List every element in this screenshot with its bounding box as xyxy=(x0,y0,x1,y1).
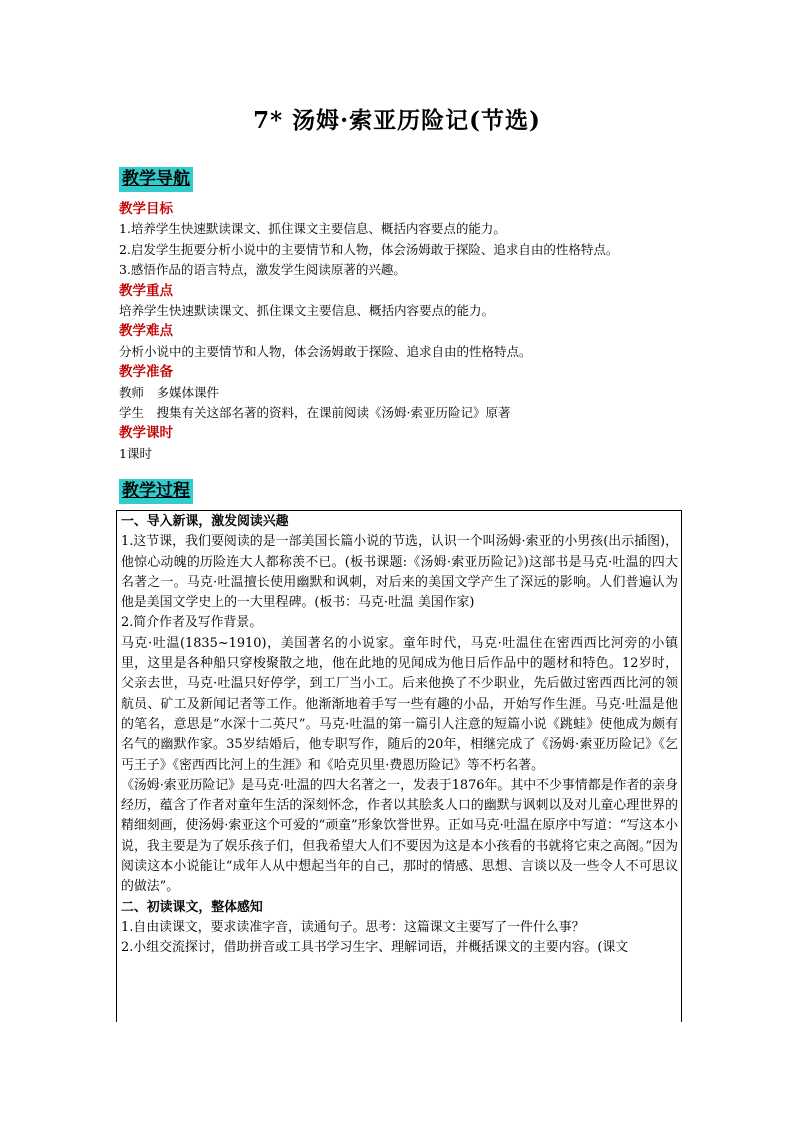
preparation-heading: 教学准备 xyxy=(119,364,173,381)
key-points-heading: 教学重点 xyxy=(119,282,173,299)
class-hours-heading: 教学课时 xyxy=(119,425,173,442)
paragraph: 2.小组交流探讨，借助拼音或工具书学习生字、理解词语，并概括课文的主要内容。(课文 xyxy=(121,940,629,956)
teaching-process-content xyxy=(117,511,681,959)
teaching-process-table xyxy=(116,510,682,1022)
section-label-teaching-process: 教学过程 xyxy=(119,479,193,504)
difficulties-heading: 教学难点 xyxy=(119,323,173,340)
goal-item: 1.培养学生快速默读课文、抓住课文主要信息、概括内容要点的能力。 xyxy=(119,221,506,237)
section-label-teaching-guide: 教学导航 xyxy=(119,167,193,192)
goal-item: 2.启发学生扼要分析小说中的主要情节和人物，体会汤姆敢于探险、追求自由的性格特点。 xyxy=(119,241,619,257)
part-one-heading: 一、导入新课，激发阅读兴趣 xyxy=(121,514,289,529)
key-points-text: 培养学生快速默读课文、抓住课文主要信息、概括内容要点的能力。 xyxy=(119,303,495,319)
paragraph: 1.这节课，我们要阅读的是一部美国长篇小说的节选，认识一个叫汤姆·索亚的小男孩(出示插图)，他惊心动魄的历险连大人都称羡不已。(板书课题:《汤姆·索亚历险记》)这部书是马克·吐温的四大名著之一。马克·吐温擅长使用幽默和讽刺，对后来的美国文学产生了深远的影响。人们普遍认为他是美国文学史上的一大里程碑。(板书：马克·吐温 美国作家) xyxy=(121,534,678,611)
paragraph: 《汤姆·索亚历险记》是马克·吐温的四大名著之一，发表于1876年。其中不少事情都是作者的亲身经历，蕴含了作者对童年生活的深刻怀念，作者以其脍炙人口的幽默与讽刺以及对儿童心理世界的精细刻画，使汤姆·索亚这个可爱的“顽童”形象饮誉世界。正如马克·吐温在原序中写道：“写这本小说，我主要是为了娱乐孩子们，但我希望大人们不要因为这是本小孩看的书就将它束之高阁。”因为阅读这本小说能让“成年人从中想起当年的自己，那时的情感、思想、言谈以及一些令人不可思议的做法”。 xyxy=(121,777,678,895)
teaching-guide xyxy=(119,199,679,464)
difficulties-text: 分析小说中的主要情节和人物，体会汤姆敢于探险、追求自由的性格特点。 xyxy=(119,343,532,359)
goal-item: 3.感悟作品的语言特点，激发学生阅读原著的兴趣。 xyxy=(119,262,406,278)
preparation-student: 学生 搜集有关这部名著的资料，在课前阅读《汤姆·索亚历险记》原著 xyxy=(119,405,511,421)
page-title: 7* 汤姆·索亚历险记(节选) xyxy=(253,107,541,134)
paragraph: 2.简介作者及写作背景。 xyxy=(121,615,263,631)
part-two-heading: 二、初读课文，整体感知 xyxy=(121,899,263,915)
preparation-teacher: 教师 多媒体课件 xyxy=(119,384,220,400)
paragraph: 1.自由读课文，要求读准字音，读通句子。思考：这篇课文主要写了一件什么事？ xyxy=(121,919,585,935)
class-hours-text: 1课时 xyxy=(119,445,152,461)
goals-heading: 教学目标 xyxy=(119,201,173,217)
paragraph: 马克·吐温(1835~1910)，美国著名的小说家。童年时代，马克·吐温住在密西西比河旁的小镇里，这里是各种船只穿梭聚散之地，他在此地的见闻成为他日后作品中的题材和特色。12岁时，父亲去世，马克·吐温只好停学，到工厂当小工。后来他换了不少职业，先后做过密西西比河的领航员、矿工及新闻记者等工作。他渐渐地着手写一些有趣的小品，开始写作生涯。马克·吐温是他的笔名，意思是“水深十二英尺”。马克·吐温的第一篇引人注意的短篇小说《跳蛙》使他成为颇有名气的幽默作家。35岁结婚后，他专职写作，随后的20年，相继完成了《汤姆·索亚历险记》《乞丐王子》《密西西比河上的生涯》和《哈克贝里·费恩历险记》等不朽名著。 xyxy=(121,635,678,773)
